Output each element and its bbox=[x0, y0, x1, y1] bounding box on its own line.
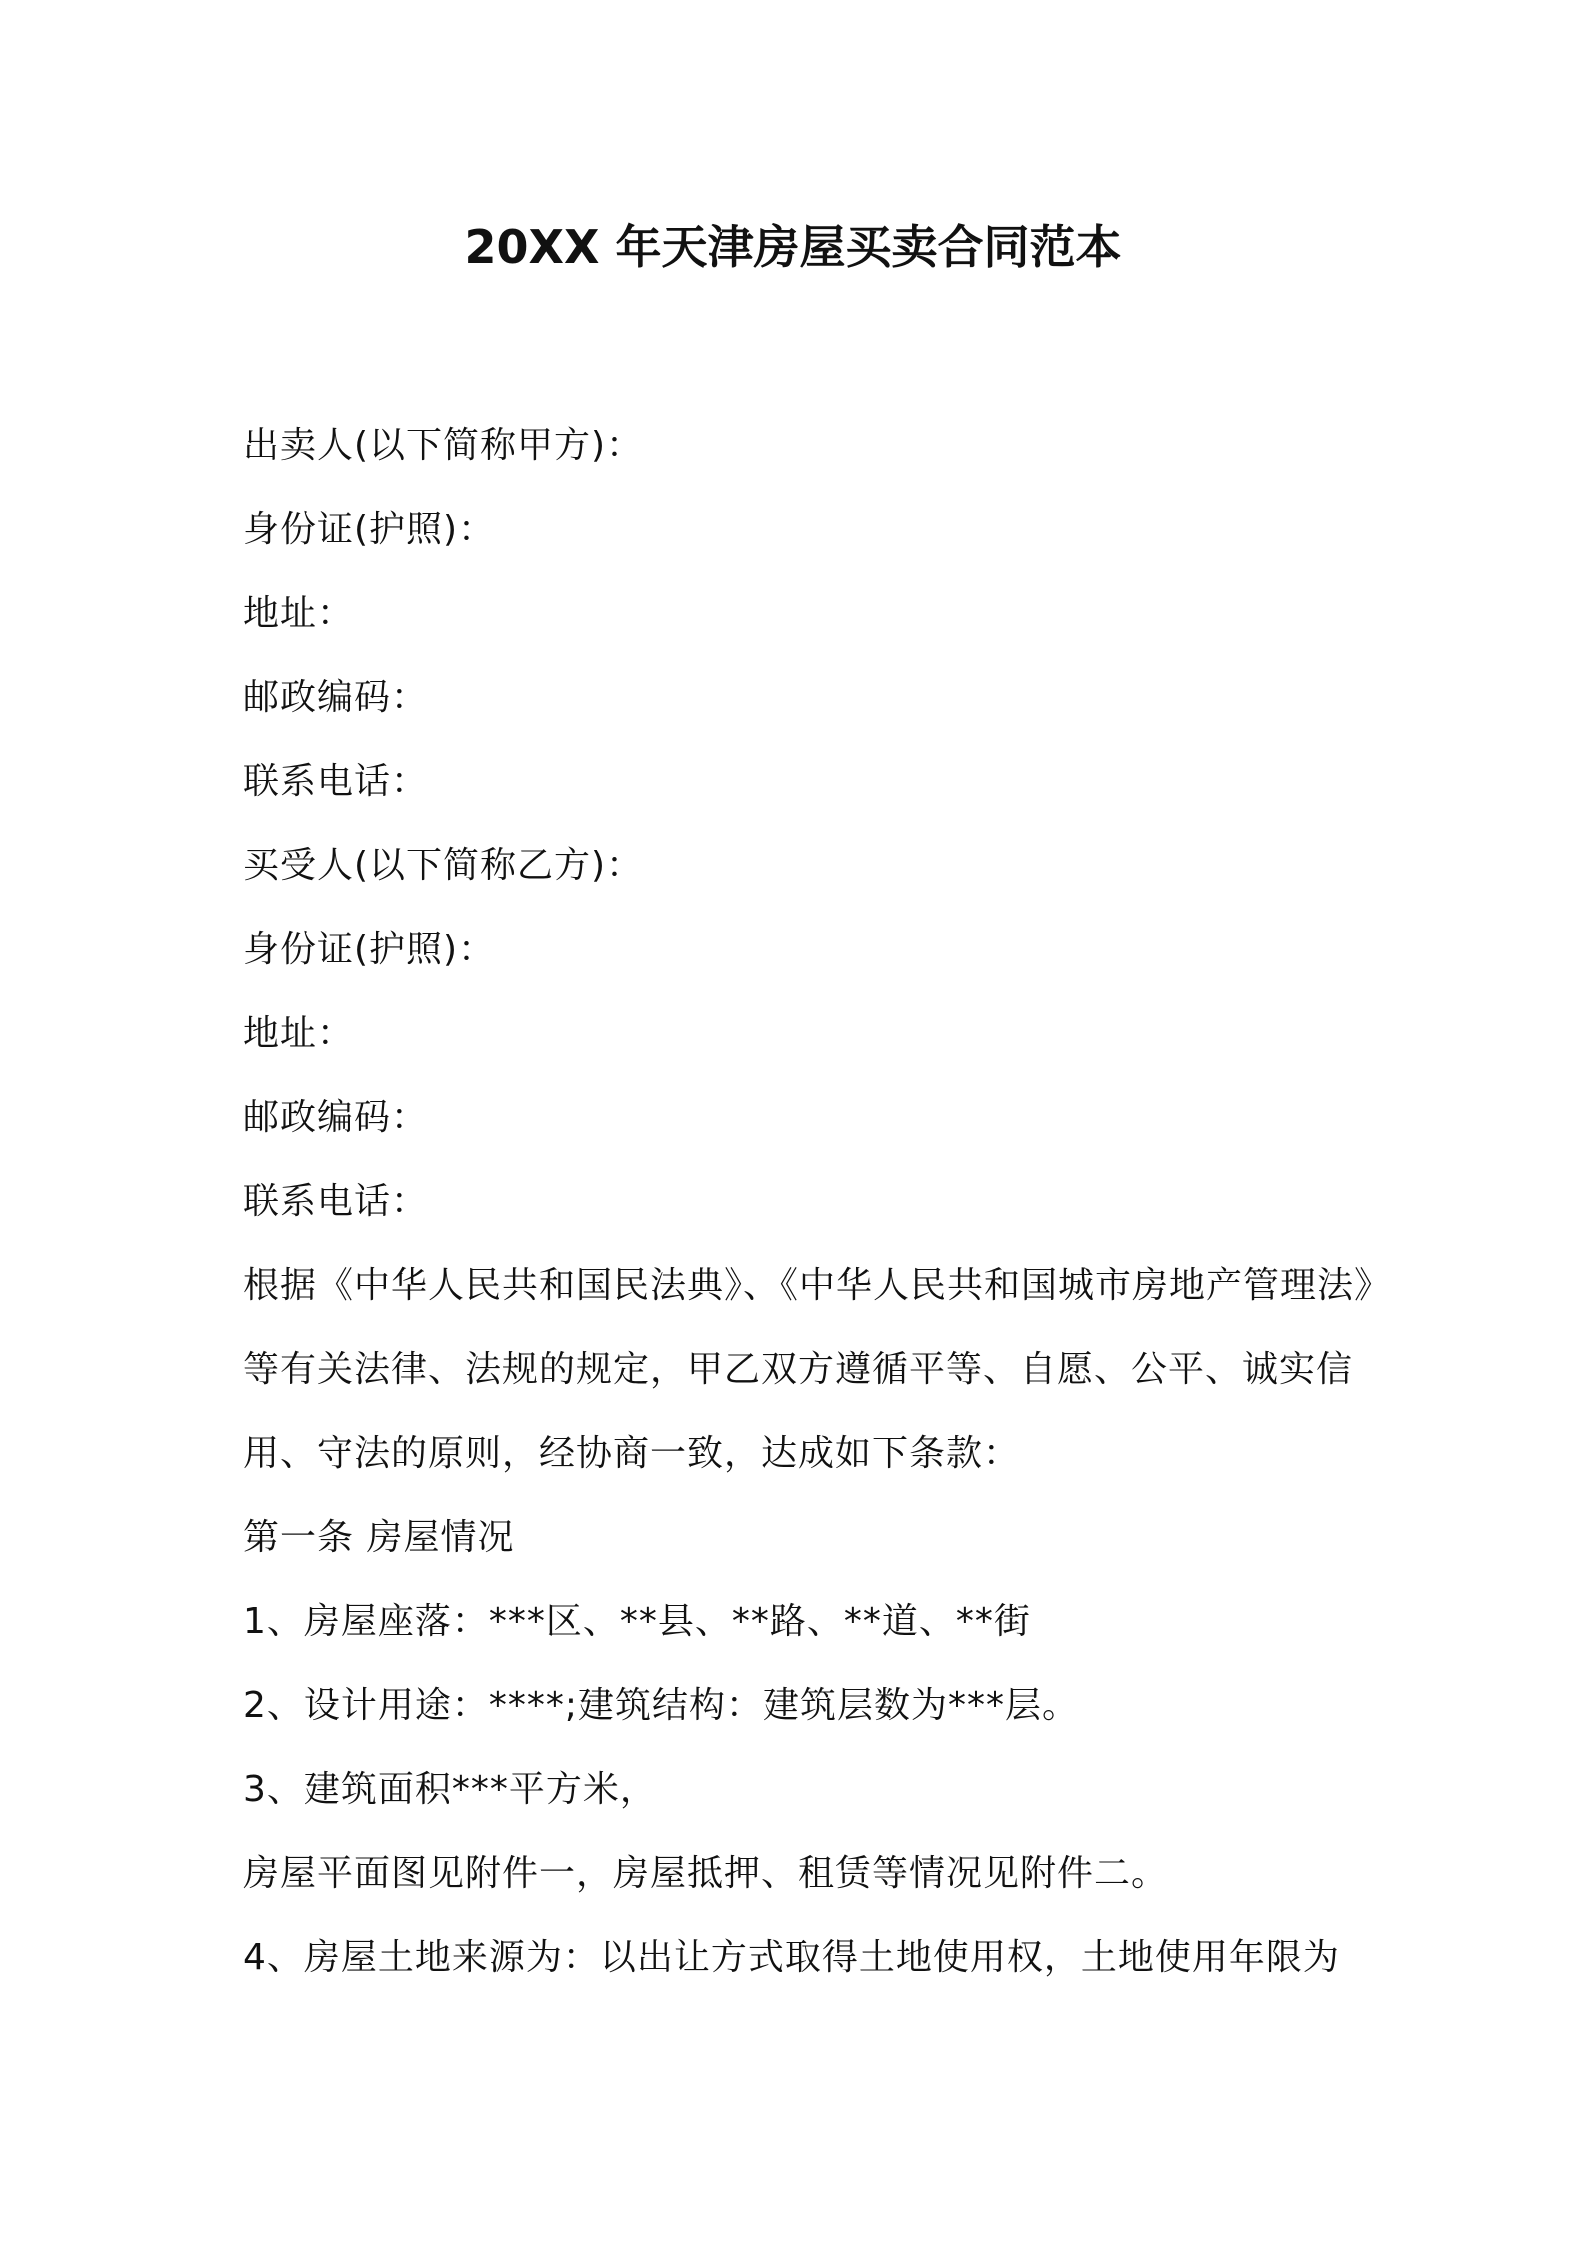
preamble-line-1: 根据《中华人民共和国民法典》、《中华人民共和国城市房地产管理法》 bbox=[243, 1265, 1392, 1306]
article-one-heading: 第一条 房屋情况 bbox=[243, 1517, 515, 1558]
clause-land-source: 4、房屋土地来源为：以出让方式取得土地使用权，土地使用年限为 bbox=[243, 1937, 1340, 1978]
document-body bbox=[243, 404, 1392, 2000]
preamble-line-2: 等有关法律、法规的规定，甲乙双方遵循平等、自愿、公平、诚实信 bbox=[243, 1349, 1354, 1390]
seller-postcode-line: 邮政编码： bbox=[243, 677, 429, 718]
clause-area: 3、建筑面积***平方米， bbox=[243, 1769, 657, 1810]
buyer-name-line: 买受人(以下简称乙方)： bbox=[243, 845, 644, 886]
seller-id-line: 身份证(护照)： bbox=[243, 509, 496, 550]
document-title: 20XX 年天津房屋买卖合同范本 bbox=[464, 220, 1122, 274]
buyer-postcode-line: 邮政编码： bbox=[243, 1097, 429, 1138]
seller-phone-line: 联系电话： bbox=[243, 761, 429, 802]
seller-name-line: 出卖人(以下简称甲方)： bbox=[243, 425, 644, 466]
buyer-address-line: 地址： bbox=[243, 1013, 355, 1054]
clause-location: 1、房屋座落：***区、**县、**路、**道、**街 bbox=[243, 1601, 1031, 1642]
clause-attachments: 房屋平面图见附件一，房屋抵押、租赁等情况见附件二。 bbox=[243, 1853, 1169, 1894]
preamble-line-3: 用、守法的原则，经协商一致，达成如下条款： bbox=[243, 1433, 1021, 1474]
seller-address-line: 地址： bbox=[243, 593, 355, 634]
clause-usage-structure: 2、设计用途：****;建筑结构：建筑层数为***层。 bbox=[243, 1685, 1080, 1726]
buyer-id-line: 身份证(护照)： bbox=[243, 929, 496, 970]
buyer-phone-line: 联系电话： bbox=[243, 1181, 429, 1222]
